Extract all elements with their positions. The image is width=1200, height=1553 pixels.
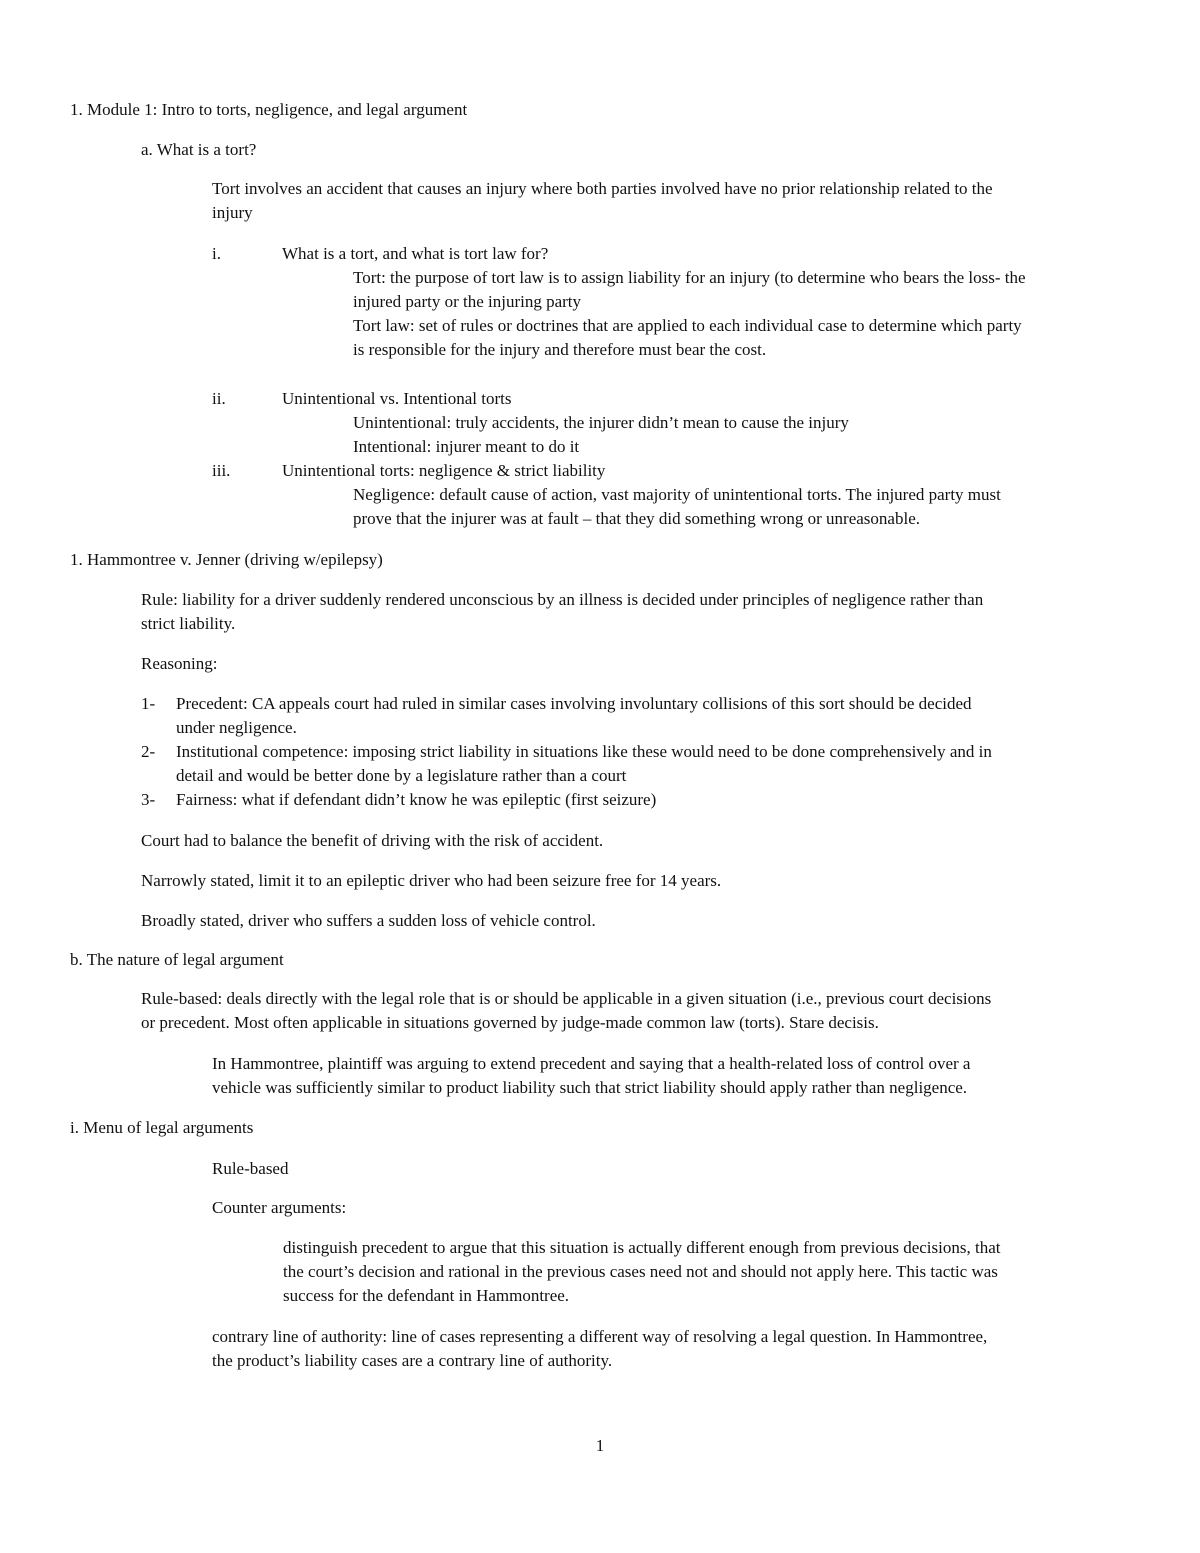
court-balance-paragraph: Court had to balance the benefit of driving with the risk of accident. [141, 831, 604, 850]
outline-heading: What is a tort, and what is tort law for? [282, 244, 549, 263]
rule-based-line: Rule-based: deals directly with the legal role that is or should be applicable in a given situation (i.e., previous court decisions [141, 989, 992, 1008]
contrary-line: the product’s liability cases are a contrary line of authority. [212, 1351, 613, 1370]
menu-rule-based: Rule-based [212, 1159, 289, 1178]
reason-label: 2- [141, 742, 156, 761]
reason-label: 1- [141, 694, 156, 713]
outline-line: injured party or the injuring party [353, 292, 582, 311]
outline-heading: Unintentional torts: negligence & strict liability [282, 461, 606, 480]
outline-line: Negligence: default cause of action, vast majority of unintentional torts. The injured party must [353, 485, 1001, 504]
section-heading-menu: i. Menu of legal arguments [70, 1118, 254, 1137]
outline-line: prove that the injurer was at fault – that they did something wrong or unreasonable. [353, 509, 920, 528]
reason-label: 3- [141, 790, 156, 809]
section-heading-nature: b. The nature of legal argument [70, 950, 284, 969]
outline-line: Tort: the purpose of tort law is to assign liability for an injury (to determine who bears the loss- the [353, 268, 1026, 287]
broadly-stated-paragraph: Broadly stated, driver who suffers a sudden loss of vehicle control. [141, 911, 596, 930]
reason-line: detail and would be better done by a legislature rather than a court [176, 766, 627, 785]
outline-heading: Unintentional vs. Intentional torts [282, 389, 512, 408]
reason-line: Precedent: CA appeals court had ruled in similar cases involving involuntary collisions of this sort should be decided [176, 694, 972, 713]
rule-line: strict liability. [141, 614, 236, 633]
page-number: 1 [595, 1436, 605, 1455]
case-heading-hammontree: 1. Hammontree v. Jenner (driving w/epilepsy) [70, 550, 383, 569]
distinguish-line: the court’s decision and rational in the previous cases need not and should not apply here. This tactic was [283, 1262, 998, 1281]
outline-line: Tort law: set of rules or doctrines that are applied to each individual case to determine which party [353, 316, 1022, 335]
counter-arguments-label: Counter arguments: [212, 1198, 347, 1217]
rule-line: Rule: liability for a driver suddenly rendered unconscious by an illness is decided under principles of negligence rather than [141, 590, 984, 609]
hammontree-note-line: vehicle was sufficiently similar to product liability such that strict liability should apply rather than negligence. [212, 1078, 968, 1097]
tort-definition-line: injury [212, 203, 253, 222]
narrowly-stated-paragraph: Narrowly stated, limit it to an epileptic driver who had been seizure free for 14 years. [141, 871, 722, 890]
distinguish-line: success for the defendant in Hammontree. [283, 1286, 570, 1305]
reasoning-label: Reasoning: [141, 654, 218, 673]
reason-line: Fairness: what if defendant didn’t know he was epileptic (first seizure) [176, 790, 657, 809]
reason-line: under negligence. [176, 718, 297, 737]
outline-label: iii. [212, 461, 231, 480]
reason-line: Institutional competence: imposing strict liability in situations like these would need to be done comprehensively and in [176, 742, 992, 761]
outline-line: Intentional: injurer meant to do it [353, 437, 580, 456]
outline-line: is responsible for the injury and therefore must bear the cost. [353, 340, 767, 359]
distinguish-line: distinguish precedent to argue that this situation is actually different enough from previous decisions, that [283, 1238, 1001, 1257]
outline-label: i. [212, 244, 221, 263]
hammontree-note-line: In Hammontree, plaintiff was arguing to extend precedent and saying that a health-related loss of control over a [212, 1054, 971, 1073]
rule-based-line: or precedent. Most often applicable in situations governed by judge-made common law (torts). Stare decisis. [141, 1013, 879, 1032]
section-heading-what-is-tort: a. What is a tort? [141, 140, 257, 159]
module-heading: 1. Module 1: Intro to torts, negligence, and legal argument [70, 100, 468, 119]
outline-line: Unintentional: truly accidents, the injurer didn’t mean to cause the injury [353, 413, 849, 432]
tort-definition-line: Tort involves an accident that causes an injury where both parties involved have no prior relationship related to the [212, 179, 993, 198]
contrary-line: contrary line of authority: line of cases representing a different way of resolving a legal question. In Hammontree, [212, 1327, 988, 1346]
outline-label: ii. [212, 389, 226, 408]
